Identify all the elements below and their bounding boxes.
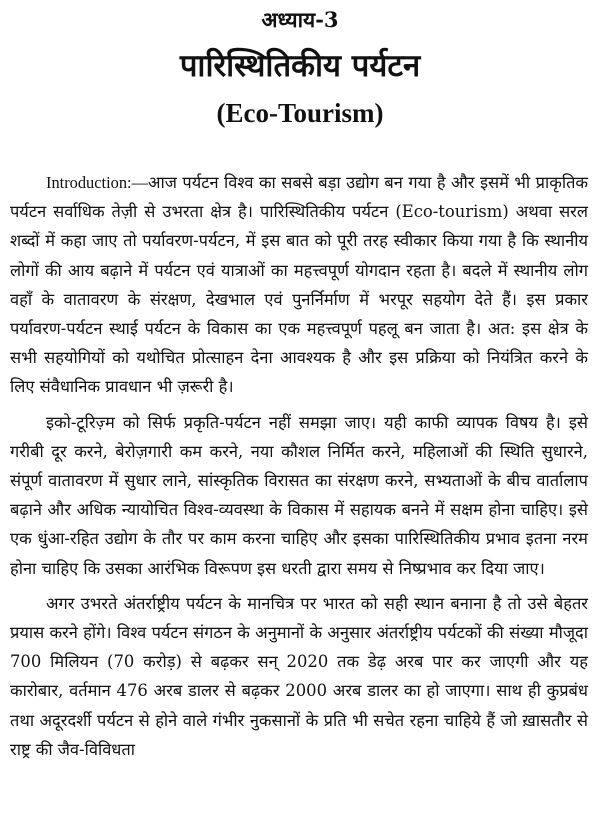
body-text	[10, 168, 588, 764]
paragraph-eco-tourism-scope: इको-टूरिज़्म को सिर्फ प्रकृति-पर्यटन नहीं समझा जाए। यही काफी व्यापक विषय है। इसे गरीबी दूर करने, बेरोज़गारी कम करने, नया कौशल निर्मित करने, महिलाओं की स्थिति सुधारने, संपूर्ण वातावरण में सुधार लाने, सांस्कृतिक विरासत का संरक्षण करने, सभ्यताओं के बीच वार्तालाप बढ़ाने और अधिक न्यायोचित विश्व-व्यवस्था के विकास में सहायक बनने में सक्षम होना चाहिए। इसे एक धुंआ-रहित उद्योग के तौर पर काम करना चाहिए और इसका पारिस्थितिकीय प्रभाव इतना नरम होना चाहिए कि उसका आरंभिक विरूपण इस धरती द्वारा समय से निष्प्रभाव कर दिया जाए।	[10, 412, 588, 578]
paragraph-text: आज पर्यटन विश्व का सबसे बड़ा उद्योग बन गया है और इसमें भी प्राकृतिक पर्यटन सर्वाधिक तेज़ी से उभरता क्षेत्र है। पारिस्थितिकीय पर्यटन (Eco-tourism) अथवा सरल शब्दों में कहा जाए तो पर्यावरण-पर्यटन, में इस बात को पूरी तरह स्वीकार किया गया है कि स्थानीय लोगों की आय बढ़ाने में पर्यटन एवं यात्राओं का महत्त्वपूर्ण योगदान रहता है। बदले में स्थानीय लोग वहाँ के वातावरण के संरक्षण, देखभाल एवं पुनर्निर्माण में भरपूर सहयोग देते हैं। इस प्रकार पर्यावरण-पर्यटन स्थाई पर्यटन के विकास का एक महत्त्वपूर्ण पहलू बन जाता है। अत: इस क्षेत्र के सभी सहयोगियों को यथोचित प्रोत्साहन देना आवश्यक है और इस प्रक्रिया को नियंत्रित करने के लिए संवैधानिक प्रावधान भी ज़रूरी है।	[10, 173, 588, 397]
introduction-lead: Introduction:—	[46, 173, 148, 192]
chapter-subtitle: (Eco-Tourism)	[216, 98, 384, 128]
chapter-label: अध्याय-3	[261, 7, 339, 32]
chapter-title: पारिस्थितिकीय पर्यटन	[179, 48, 421, 84]
paragraph-india-tourism: अगर उभरते अंतर्राष्ट्रीय पर्यटन के मानचित्र पर भारत को सही स्थान बनाना है तो उसे बेहतर प्रयास करने होंगे। विश्व पर्यटन संगठन के अनुमानों के अनुसार अंतर्राष्ट्रीय पर्यटकों की संख्या मौजूदा 700 मिलियन (70 करोड़) से बढ़कर सन् 2020 तक डेढ़ अरब पार कर जाएगी और यह कारोबार, वर्तमान 476 अरब डालर से बढ़कर 2000 अरब डालर का हो जाएगा। साथ ही कुप्रबंध तथा अदूरदर्शी पर्यटन से होने वाले गंभीर नुकसानों के प्रति भी सचेत रहना चाहिये हैं जो ख़ासतौर से राष्ट्र की जैव-विविधता	[10, 593, 588, 759]
paragraph-introduction	[10, 168, 588, 402]
